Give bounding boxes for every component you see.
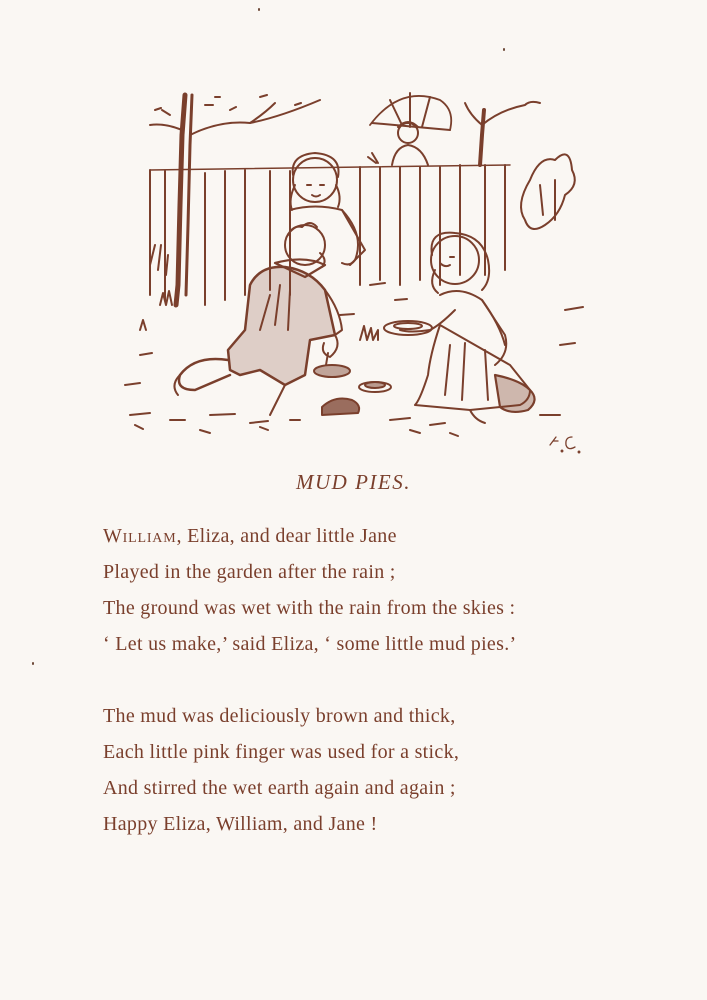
children-making-mud-pies-illustration <box>110 85 600 465</box>
poem-line: The ground was wet with the rain from the skies : <box>103 597 516 619</box>
poem-line <box>103 518 663 554</box>
poem-title: MUD PIES. <box>296 470 411 494</box>
poem-line: Each little pink finger was used for a stick, <box>103 741 460 763</box>
mud-pies-illustration <box>110 85 600 465</box>
poem-line: The mud was deliciously brown and thick, <box>103 705 456 727</box>
poem-stanza-2 <box>103 698 663 842</box>
poem-line: Played in the garden after the rain ; <box>103 561 396 583</box>
poem-line: And stirred the wet earth again and again ; <box>103 777 456 799</box>
speck-mark <box>258 8 260 11</box>
poem-line: Happy Eliza, William, and Jane ! <box>103 813 378 835</box>
poem-stanza-1 <box>103 518 663 662</box>
poem-line-initial-word: William <box>103 525 177 547</box>
poem-line: ‘ Let us make,’ said Eliza, ‘ some little mud pies.’ <box>103 633 517 655</box>
poem-line-rest: , Eliza, and dear little Jane <box>176 525 397 547</box>
speck-mark <box>32 662 34 665</box>
artist-signature <box>550 437 580 453</box>
speck-mark <box>503 48 505 51</box>
